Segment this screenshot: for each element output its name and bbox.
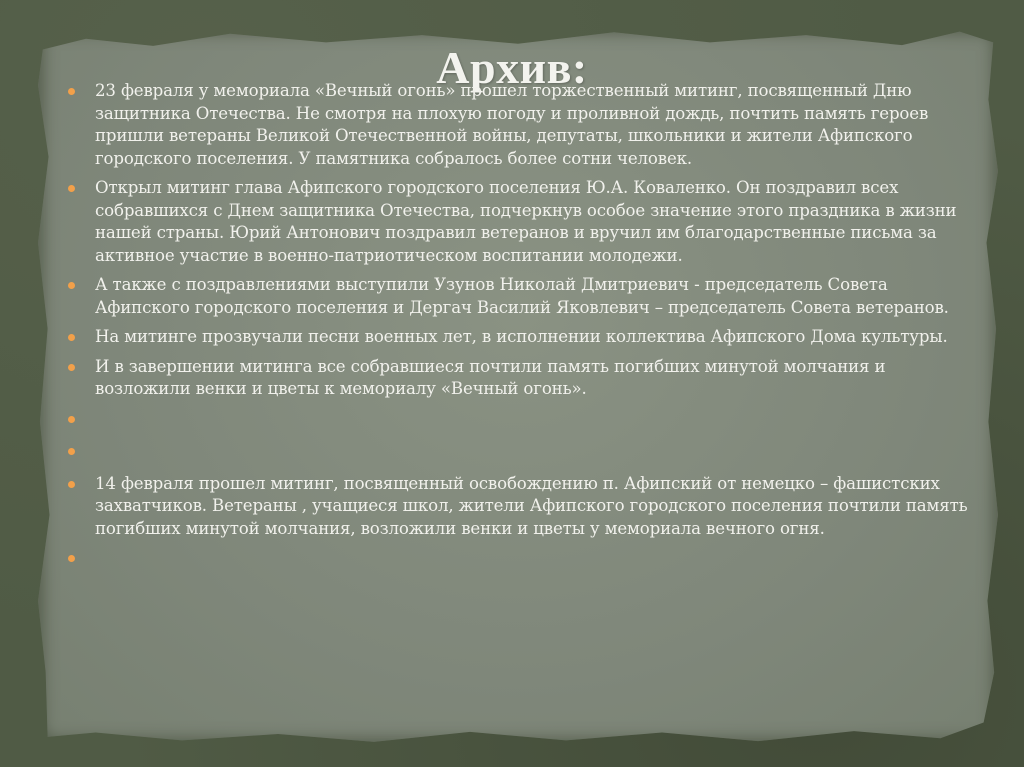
bullet-text: И в завершении митинга все собравшиеся почтили память погибших минутой молчания и возложили венки и цветы к мемориалу «Вечный огонь». xyxy=(95,356,886,398)
bullet-item xyxy=(68,326,973,349)
bullet-item xyxy=(68,177,973,267)
bullet-text: Открыл митинг глава Афипского городского поселения Ю.А. Коваленко. Он поздравил всех собравшихся с Днем защитника Отечества, подчеркнув особое значение этого праздника в жизни нашей страны. Юрий Антонович поздравил ветеранов и вручил им благодарственные письма за активное участие в военно-патриотическом воспитании молодежи. xyxy=(95,178,957,265)
bullet-item-empty xyxy=(68,440,973,463)
bullet-dot-icon xyxy=(68,334,75,341)
bullet-dot-icon xyxy=(68,555,75,562)
bullet-dot-icon xyxy=(68,481,75,488)
bullet-text: А также с поздравлениями выступили Узунов Николай Дмитриевич - председатель Совета Афипского городского поселения и Дергач Василий Яковлевич – председатель Совета ветеранов. xyxy=(95,275,949,317)
bullet-dot-icon xyxy=(68,282,75,289)
bullet-dot-icon xyxy=(68,364,75,371)
bullet-item xyxy=(68,473,973,541)
bullet-text: На митинге прозвучали песни военных лет, в исполнении коллектива Афипского Дома культуры. xyxy=(95,327,948,346)
bullet-item xyxy=(68,274,973,319)
bullet-text: 14 февраля прошел митинг, посвященный освобождению п. Афипский от немецко – фашистских захватчиков. Ветераны , учащиеся школ, жители Афипского городского поселения почтили память погибших минутой молчания, возложили венки и цветы у мемориала вечного огня. xyxy=(95,473,968,538)
bullet-dot-icon xyxy=(68,416,75,423)
bullet-dot-icon xyxy=(68,88,75,95)
bullet-item xyxy=(68,356,973,401)
bullet-dot-icon xyxy=(68,185,75,192)
bullet-item-empty xyxy=(68,408,973,431)
bullet-list xyxy=(68,80,973,580)
bullet-dot-icon xyxy=(68,448,75,455)
bullet-text: 23 февраля у мемориала «Вечный огонь» прошел торжественный митинг, посвященный Дню защитника Отечества. Не смотря на плохую погоду и проливной дождь, почтить память героев пришли ветераны Великой Отечественной войны, депутаты, школьники и жители Афипского городского поселения. У памятника собралось более сотни человек. xyxy=(95,81,929,168)
bullet-item xyxy=(68,80,973,170)
slide-title: Архив: xyxy=(436,41,588,93)
bullet-item-empty xyxy=(68,547,973,570)
